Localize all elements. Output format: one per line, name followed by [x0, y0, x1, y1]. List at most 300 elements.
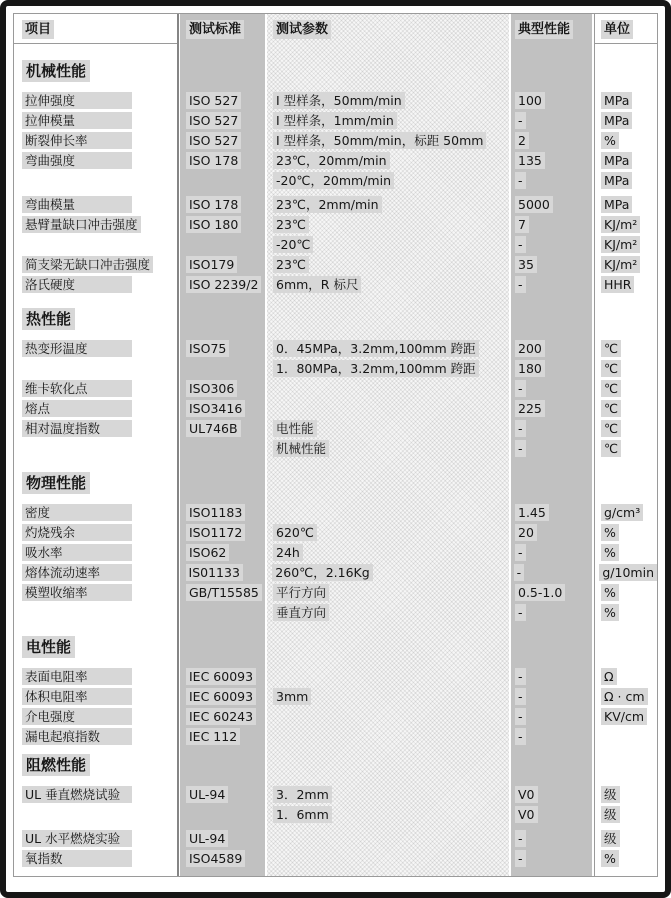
- table-row: [14, 686, 657, 706]
- standard-label: IEC 112: [186, 728, 240, 745]
- table-row: [14, 706, 657, 726]
- standard-label: ISO 180: [186, 216, 241, 233]
- cell-item: [14, 582, 181, 602]
- cell-unit: [595, 848, 657, 868]
- cell-item: [14, 784, 181, 804]
- table-row: [14, 542, 657, 562]
- param-label: 1．6mm: [273, 806, 332, 823]
- item-label: 热变形温度: [22, 340, 132, 357]
- cell-param: [267, 234, 511, 254]
- cell-value: [511, 828, 595, 848]
- param-label: I 型样条，50mm/min，标距 50mm: [273, 132, 486, 149]
- item-label: 氧指数: [22, 850, 132, 867]
- section-row: [14, 752, 657, 778]
- section-row: [14, 634, 657, 660]
- param-label: 620℃: [273, 524, 317, 541]
- standard-label: ISO75: [186, 340, 229, 357]
- cell-unit: [595, 398, 657, 418]
- cell-value: [511, 706, 595, 726]
- value-label: -: [515, 604, 526, 621]
- cell-item: [14, 828, 181, 848]
- cell-value: [511, 582, 595, 602]
- table-row: [14, 234, 657, 254]
- cell-standard: [181, 726, 267, 746]
- column-header-param: 测试参数: [273, 20, 331, 39]
- standard-label: ISO 527: [186, 132, 241, 149]
- param-label: -20℃: [273, 236, 313, 253]
- unit-label: MPa: [601, 172, 632, 189]
- cell-standard: [181, 338, 267, 358]
- value-label: -: [515, 236, 526, 253]
- spacer-row: [14, 458, 657, 470]
- cell-param: [267, 358, 511, 378]
- cell-item: [14, 358, 181, 378]
- section-row: [14, 470, 657, 496]
- unit-label: ℃: [601, 420, 621, 437]
- unit-label: %: [601, 132, 619, 149]
- value-label: -: [515, 440, 526, 457]
- cell-item: [14, 130, 181, 150]
- cell-item: [14, 562, 181, 582]
- cell-param: [267, 110, 511, 130]
- table-row: [14, 214, 657, 234]
- cell-standard: [181, 398, 267, 418]
- item-label: 熔体流动速率: [22, 564, 132, 581]
- cell-standard: [181, 194, 267, 214]
- cell-item: [14, 502, 181, 522]
- cell-standard: [181, 254, 267, 274]
- table-row: [14, 378, 657, 398]
- cell-value: [511, 542, 595, 562]
- value-label: 7: [515, 216, 529, 233]
- param-label: 平行方向: [273, 584, 329, 601]
- item-label: 漏电起痕指数: [22, 728, 132, 745]
- unit-label: MPa: [601, 152, 632, 169]
- cell-unit: [595, 582, 657, 602]
- item-label: 维卡软化点: [22, 380, 132, 397]
- header-row: [14, 14, 657, 44]
- cell-param: [267, 398, 511, 418]
- cell-standard: [181, 542, 267, 562]
- cell-standard: [181, 274, 267, 294]
- cell-item: [14, 542, 181, 562]
- table-row: [14, 784, 657, 804]
- cell-param: [267, 804, 511, 824]
- param-label: 电性能: [273, 420, 317, 437]
- cell-unit: [595, 602, 657, 622]
- item-label: 表面电阻率: [22, 668, 132, 685]
- property-table: [13, 13, 658, 877]
- cell-unit: [595, 254, 657, 274]
- cell-item: [14, 804, 181, 824]
- param-label: -20℃，20mm/min: [273, 172, 394, 189]
- table-rows: [14, 14, 657, 876]
- value-label: -: [515, 728, 526, 745]
- cell-standard: [181, 170, 267, 190]
- standard-label: ISO 527: [186, 92, 241, 109]
- unit-label: %: [601, 544, 619, 561]
- cell-standard: [181, 582, 267, 602]
- table-row: [14, 338, 657, 358]
- cell-param: [267, 686, 511, 706]
- cell-unit: [595, 502, 657, 522]
- cell-item: [14, 418, 181, 438]
- cell-standard: [181, 666, 267, 686]
- cell-param: [267, 418, 511, 438]
- standard-label: GB/T15585: [186, 584, 262, 601]
- cell-value: [511, 214, 595, 234]
- value-label: V0: [515, 806, 538, 823]
- cell-unit: [595, 828, 657, 848]
- item-label: 洛氏硬度: [22, 276, 132, 293]
- item-label: 弯曲强度: [22, 152, 132, 169]
- cell-param: [267, 602, 511, 622]
- table-row: [14, 562, 657, 582]
- cell-unit: [595, 170, 657, 190]
- cell-value: [511, 804, 595, 824]
- table-row: [14, 194, 657, 214]
- section-row: [14, 306, 657, 332]
- table-row: [14, 848, 657, 868]
- cell-standard: [181, 90, 267, 110]
- column-header-item: 项目: [22, 20, 54, 39]
- section-row: [14, 58, 657, 84]
- unit-label: KJ/m²: [601, 236, 640, 253]
- cell-standard: [181, 706, 267, 726]
- cell-param: [267, 90, 511, 110]
- table-row: [14, 170, 657, 190]
- cell-unit: [595, 706, 657, 726]
- standard-label: IEC 60243: [186, 708, 256, 725]
- standard-label: ISO62: [186, 544, 229, 561]
- cell-param: [267, 848, 511, 868]
- table-row: [14, 502, 657, 522]
- cell-item: [14, 90, 181, 110]
- cell-item: [14, 274, 181, 294]
- cell-standard: [181, 234, 267, 254]
- value-label: -: [515, 420, 526, 437]
- value-label: 5000: [515, 196, 553, 213]
- cell-standard: [181, 150, 267, 170]
- value-label: -: [515, 380, 526, 397]
- cell-value: [511, 784, 595, 804]
- table-row: [14, 666, 657, 686]
- item-label: 熔点: [22, 400, 132, 417]
- cell-param: [267, 666, 511, 686]
- cell-unit: [595, 686, 657, 706]
- header-cell-standard: [181, 14, 267, 44]
- unit-label: g/10min: [599, 564, 657, 581]
- cell-value: [511, 194, 595, 214]
- value-label: 200: [515, 340, 545, 357]
- unit-label: MPa: [601, 112, 632, 129]
- cell-param: [267, 438, 511, 458]
- cell-item: [14, 194, 181, 214]
- cell-item: [14, 686, 181, 706]
- cell-value: [511, 438, 595, 458]
- cell-unit: [593, 562, 657, 582]
- value-label: 2: [515, 132, 529, 149]
- item-label: UL 水平燃烧实验: [22, 830, 132, 847]
- param-label: 23℃: [273, 216, 309, 233]
- cell-value: [511, 90, 595, 110]
- cell-value: [511, 502, 595, 522]
- unit-label: ℃: [601, 380, 621, 397]
- value-label: -: [515, 112, 526, 129]
- section-title: 电性能: [22, 636, 75, 658]
- cell-item: [14, 848, 181, 868]
- unit-label: 级: [601, 786, 620, 803]
- cell-item: [14, 378, 181, 398]
- item-label: 简支梁无缺口冲击强度: [22, 256, 153, 273]
- item-label: 灼烧残余: [22, 524, 132, 541]
- cell-unit: [595, 338, 657, 358]
- standard-label: ISO306: [186, 380, 237, 397]
- cell-param: [267, 254, 511, 274]
- table-row: [14, 358, 657, 378]
- cell-standard: [181, 358, 267, 378]
- item-label: UL 垂直燃烧试验: [22, 786, 132, 803]
- cell-value: [511, 254, 595, 274]
- item-label: 拉伸强度: [22, 92, 132, 109]
- param-label: 24h: [273, 544, 303, 561]
- standard-label: ISO4589: [186, 850, 245, 867]
- item-label: 体积电阻率: [22, 688, 132, 705]
- cell-standard: [181, 828, 267, 848]
- cell-unit: [595, 130, 657, 150]
- table-row: [14, 804, 657, 824]
- cell-standard: [181, 784, 267, 804]
- value-label: 100: [515, 92, 545, 109]
- unit-label: ℃: [601, 360, 621, 377]
- cell-unit: [595, 438, 657, 458]
- cell-param: [267, 338, 511, 358]
- cell-item: [14, 522, 181, 542]
- cell-unit: [595, 666, 657, 686]
- table-row: [14, 582, 657, 602]
- standard-label: ISO1183: [186, 504, 245, 521]
- cell-value: [511, 170, 595, 190]
- cell-value: [511, 150, 595, 170]
- cell-param: [267, 214, 511, 234]
- column-header-unit: 单位: [601, 20, 633, 39]
- table-row: [14, 438, 657, 458]
- value-label: 1.45: [515, 504, 549, 521]
- cell-param: [267, 194, 511, 214]
- cell-value: [511, 848, 595, 868]
- item-label: 吸水率: [22, 544, 132, 561]
- cell-param: [267, 828, 511, 848]
- param-label: I 型样条，1mm/min: [273, 112, 397, 129]
- cell-value: [511, 378, 595, 398]
- value-label: 35: [515, 256, 537, 273]
- standard-label: ISO179: [186, 256, 237, 273]
- cell-item: [14, 110, 181, 130]
- cell-unit: [595, 274, 657, 294]
- table-row: [14, 130, 657, 150]
- standard-label: IEC 60093: [186, 688, 256, 705]
- value-label: -: [515, 850, 526, 867]
- cell-standard: [181, 214, 267, 234]
- standard-label: UL-94: [186, 830, 228, 847]
- cell-unit: [595, 358, 657, 378]
- cell-item: [14, 438, 181, 458]
- header-cell-item: [14, 14, 181, 44]
- unit-label: %: [601, 584, 619, 601]
- cell-unit: [595, 214, 657, 234]
- cell-param: [267, 706, 511, 726]
- value-label: -: [515, 688, 526, 705]
- cell-value: [511, 110, 595, 130]
- value-label: -: [515, 276, 526, 293]
- header-cell-unit: [595, 14, 657, 44]
- item-label: 相对温度指数: [22, 420, 132, 437]
- cell-unit: [595, 110, 657, 130]
- spacer-row: [14, 44, 657, 58]
- param-label: 23℃，20mm/min: [273, 152, 390, 169]
- value-label: -: [515, 172, 526, 189]
- param-label: 6mm，R 标尺: [273, 276, 361, 293]
- cell-standard: [181, 110, 267, 130]
- cell-standard: [181, 804, 267, 824]
- cell-unit: [595, 784, 657, 804]
- cell-value: [510, 562, 594, 582]
- table-row: [14, 828, 657, 848]
- param-label: 260℃，2.16Kg: [272, 564, 372, 581]
- cell-standard: [181, 418, 267, 438]
- unit-label: %: [601, 604, 619, 621]
- table-row: [14, 110, 657, 130]
- cell-unit: [595, 418, 657, 438]
- cell-param: [267, 726, 511, 746]
- param-label: 23℃，2mm/min: [273, 196, 382, 213]
- param-label: 1．80MPa，3.2mm,100mm 跨距: [273, 360, 479, 377]
- unit-label: HHR: [601, 276, 634, 293]
- cell-item: [14, 706, 181, 726]
- unit-label: KV/cm: [601, 708, 647, 725]
- cell-param: [267, 170, 511, 190]
- unit-label: Ω: [601, 668, 617, 685]
- item-label: 介电强度: [22, 708, 132, 725]
- standard-label: IEC 60093: [186, 668, 256, 685]
- unit-label: MPa: [601, 92, 632, 109]
- cell-unit: [595, 150, 657, 170]
- cell-param: [267, 150, 511, 170]
- cell-value: [511, 666, 595, 686]
- table-row: [14, 274, 657, 294]
- cell-value: [511, 338, 595, 358]
- cell-item: [14, 666, 181, 686]
- cell-standard: [181, 438, 267, 458]
- table-row: [14, 602, 657, 622]
- cell-unit: [595, 726, 657, 746]
- cell-item: [14, 214, 181, 234]
- table-row: [14, 150, 657, 170]
- standard-label: ISO3416: [186, 400, 245, 417]
- cell-value: [511, 602, 595, 622]
- spacer-row: [14, 294, 657, 306]
- spacer-row: [14, 622, 657, 634]
- cell-param: [267, 130, 511, 150]
- unit-label: ℃: [601, 440, 621, 457]
- unit-label: KJ/m²: [601, 256, 640, 273]
- value-label: 20: [515, 524, 537, 541]
- param-label: 0．45MPa，3.2mm,100mm 跨距: [273, 340, 479, 357]
- cell-unit: [595, 378, 657, 398]
- cell-value: [511, 130, 595, 150]
- standard-label: UL-94: [186, 786, 228, 803]
- unit-label: g/cm³: [601, 504, 643, 521]
- cell-param: [267, 542, 511, 562]
- unit-label: %: [601, 850, 619, 867]
- cell-param: [267, 274, 511, 294]
- item-label: 模塑收缩率: [22, 584, 132, 601]
- unit-label: %: [601, 524, 619, 541]
- cell-standard: [181, 130, 267, 150]
- cell-value: [511, 274, 595, 294]
- unit-label: MPa: [601, 196, 632, 213]
- cell-standard: [181, 522, 267, 542]
- section-title: 机械性能: [22, 60, 90, 82]
- unit-label: 级: [601, 806, 620, 823]
- value-label: 135: [515, 152, 545, 169]
- table-row: [14, 418, 657, 438]
- cell-unit: [595, 542, 657, 562]
- item-label: 密度: [22, 504, 132, 521]
- column-header-standard: 测试标准: [186, 20, 244, 39]
- table-row: [14, 90, 657, 110]
- value-label: -: [515, 708, 526, 725]
- cell-standard: [181, 602, 267, 622]
- cell-item: [14, 726, 181, 746]
- cell-param: [267, 784, 511, 804]
- value-label: -: [514, 564, 525, 581]
- cell-unit: [595, 522, 657, 542]
- cell-item: [14, 602, 181, 622]
- table-row: [14, 522, 657, 542]
- cell-unit: [595, 194, 657, 214]
- cell-param: [266, 562, 509, 582]
- cell-param: [267, 522, 511, 542]
- column-header-value: 典型性能: [515, 20, 573, 39]
- cell-value: [511, 234, 595, 254]
- header-cell-value: [511, 14, 595, 44]
- cell-item: [14, 170, 181, 190]
- unit-label: Ω · cm: [601, 688, 648, 705]
- cell-param: [267, 378, 511, 398]
- unit-label: ℃: [601, 400, 621, 417]
- standard-label: UL746B: [186, 420, 241, 437]
- cell-standard: [181, 502, 267, 522]
- value-label: -: [515, 668, 526, 685]
- param-label: I 型样条，50mm/min: [273, 92, 405, 109]
- param-label: 垂直方向: [273, 604, 329, 621]
- cell-param: [267, 502, 511, 522]
- cell-value: [511, 358, 595, 378]
- standard-label: ISO 178: [186, 196, 241, 213]
- value-label: -: [515, 544, 526, 561]
- cell-value: [511, 522, 595, 542]
- cell-standard: [181, 686, 267, 706]
- unit-label: ℃: [601, 340, 621, 357]
- cell-value: [511, 418, 595, 438]
- table-row: [14, 398, 657, 418]
- param-label: 3mm: [273, 688, 311, 705]
- unit-label: KJ/m²: [601, 216, 640, 233]
- value-label: 0.5-1.0: [515, 584, 565, 601]
- cell-item: [14, 234, 181, 254]
- table-row: [14, 254, 657, 274]
